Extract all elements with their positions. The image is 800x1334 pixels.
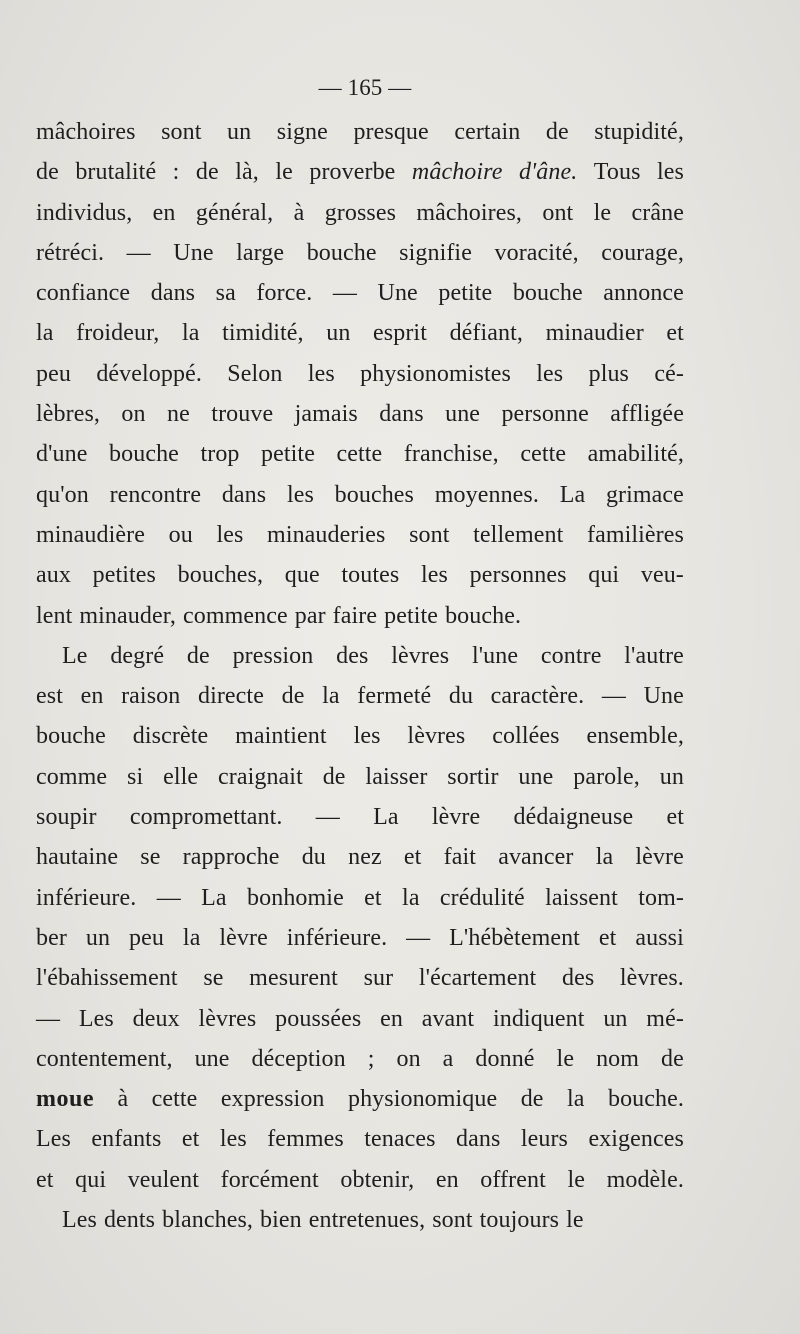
text-line: bouche discrète maintient les lèvres collées ensemble, [36,723,684,750]
text-line: moue à cette expression physionomique de la bouche. [36,1086,684,1113]
text-line: confiance dans sa force. — Une petite bouche annonce [36,280,684,307]
text-line: et qui veulent forcément obtenir, en offrent le modèle. [36,1166,684,1193]
text-line: est en raison directe de la fermeté du caractère. — Une [36,683,684,710]
text-line: lent minauder, commence par faire petite bouche. [36,602,522,629]
text-line: l'ébahissement se mesurent sur l'écartement des lèvres. [36,965,684,992]
book-page [36,68,684,1240]
text-line: inférieure. — La bonhomie et la crédulité laissent tom- [36,884,684,911]
text-line: lèbres, on ne trouve jamais dans une personne affligée [36,401,684,428]
text-line: peu développé. Selon les physionomistes les plus cé- [36,360,684,387]
text-line: minaudière ou les minauderies sont tellement familières [36,521,684,548]
page-number: — 165 — [318,75,412,100]
text-line: la froideur, la timidité, un esprit défiant, minaudier et [36,320,684,347]
text-line: ber un peu la lèvre inférieure. — L'hébètement et aussi [36,924,684,951]
text-line: Les enfants et les femmes tenaces dans leurs exigences [36,1126,684,1153]
text-line: mâchoires sont un signe presque certain de stupidité, [36,119,684,145]
text-line: hautaine se rapproche du nez et fait avancer la lèvre [36,844,684,871]
text-line: de brutalité : de là, le proverbe mâchoire d'âne. Tous les [36,159,684,186]
text-line: d'une bouche trop petite cette franchise, cette amabilité, [36,441,684,468]
text-line: — Les deux lèvres poussées en avant indiquent un mé- [36,1005,684,1032]
text-line: individus, en général, à grosses mâchoires, ont le crâne [36,199,684,226]
text-line: comme si elle craignait de laisser sortir une parole, un [36,763,684,790]
text-line: Le degré de pression des lèvres l'une contre l'autre [62,642,684,669]
body-text [36,112,684,1240]
text-line: Les dents blanches, bien entretenues, sont toujours le [62,1207,584,1234]
text-line: contentement, une déception ; on a donné le nom de [36,1045,684,1072]
text-line: rétréci. — Une large bouche signifie voracité, courage, [36,239,684,266]
text-line: soupir compromettant. — La lèvre dédaigneuse et [36,804,684,831]
text-line: qu'on rencontre dans les bouches moyennes. La grimace [36,481,684,508]
text-line: aux petites bouches, que toutes les personnes qui veu- [36,562,684,589]
